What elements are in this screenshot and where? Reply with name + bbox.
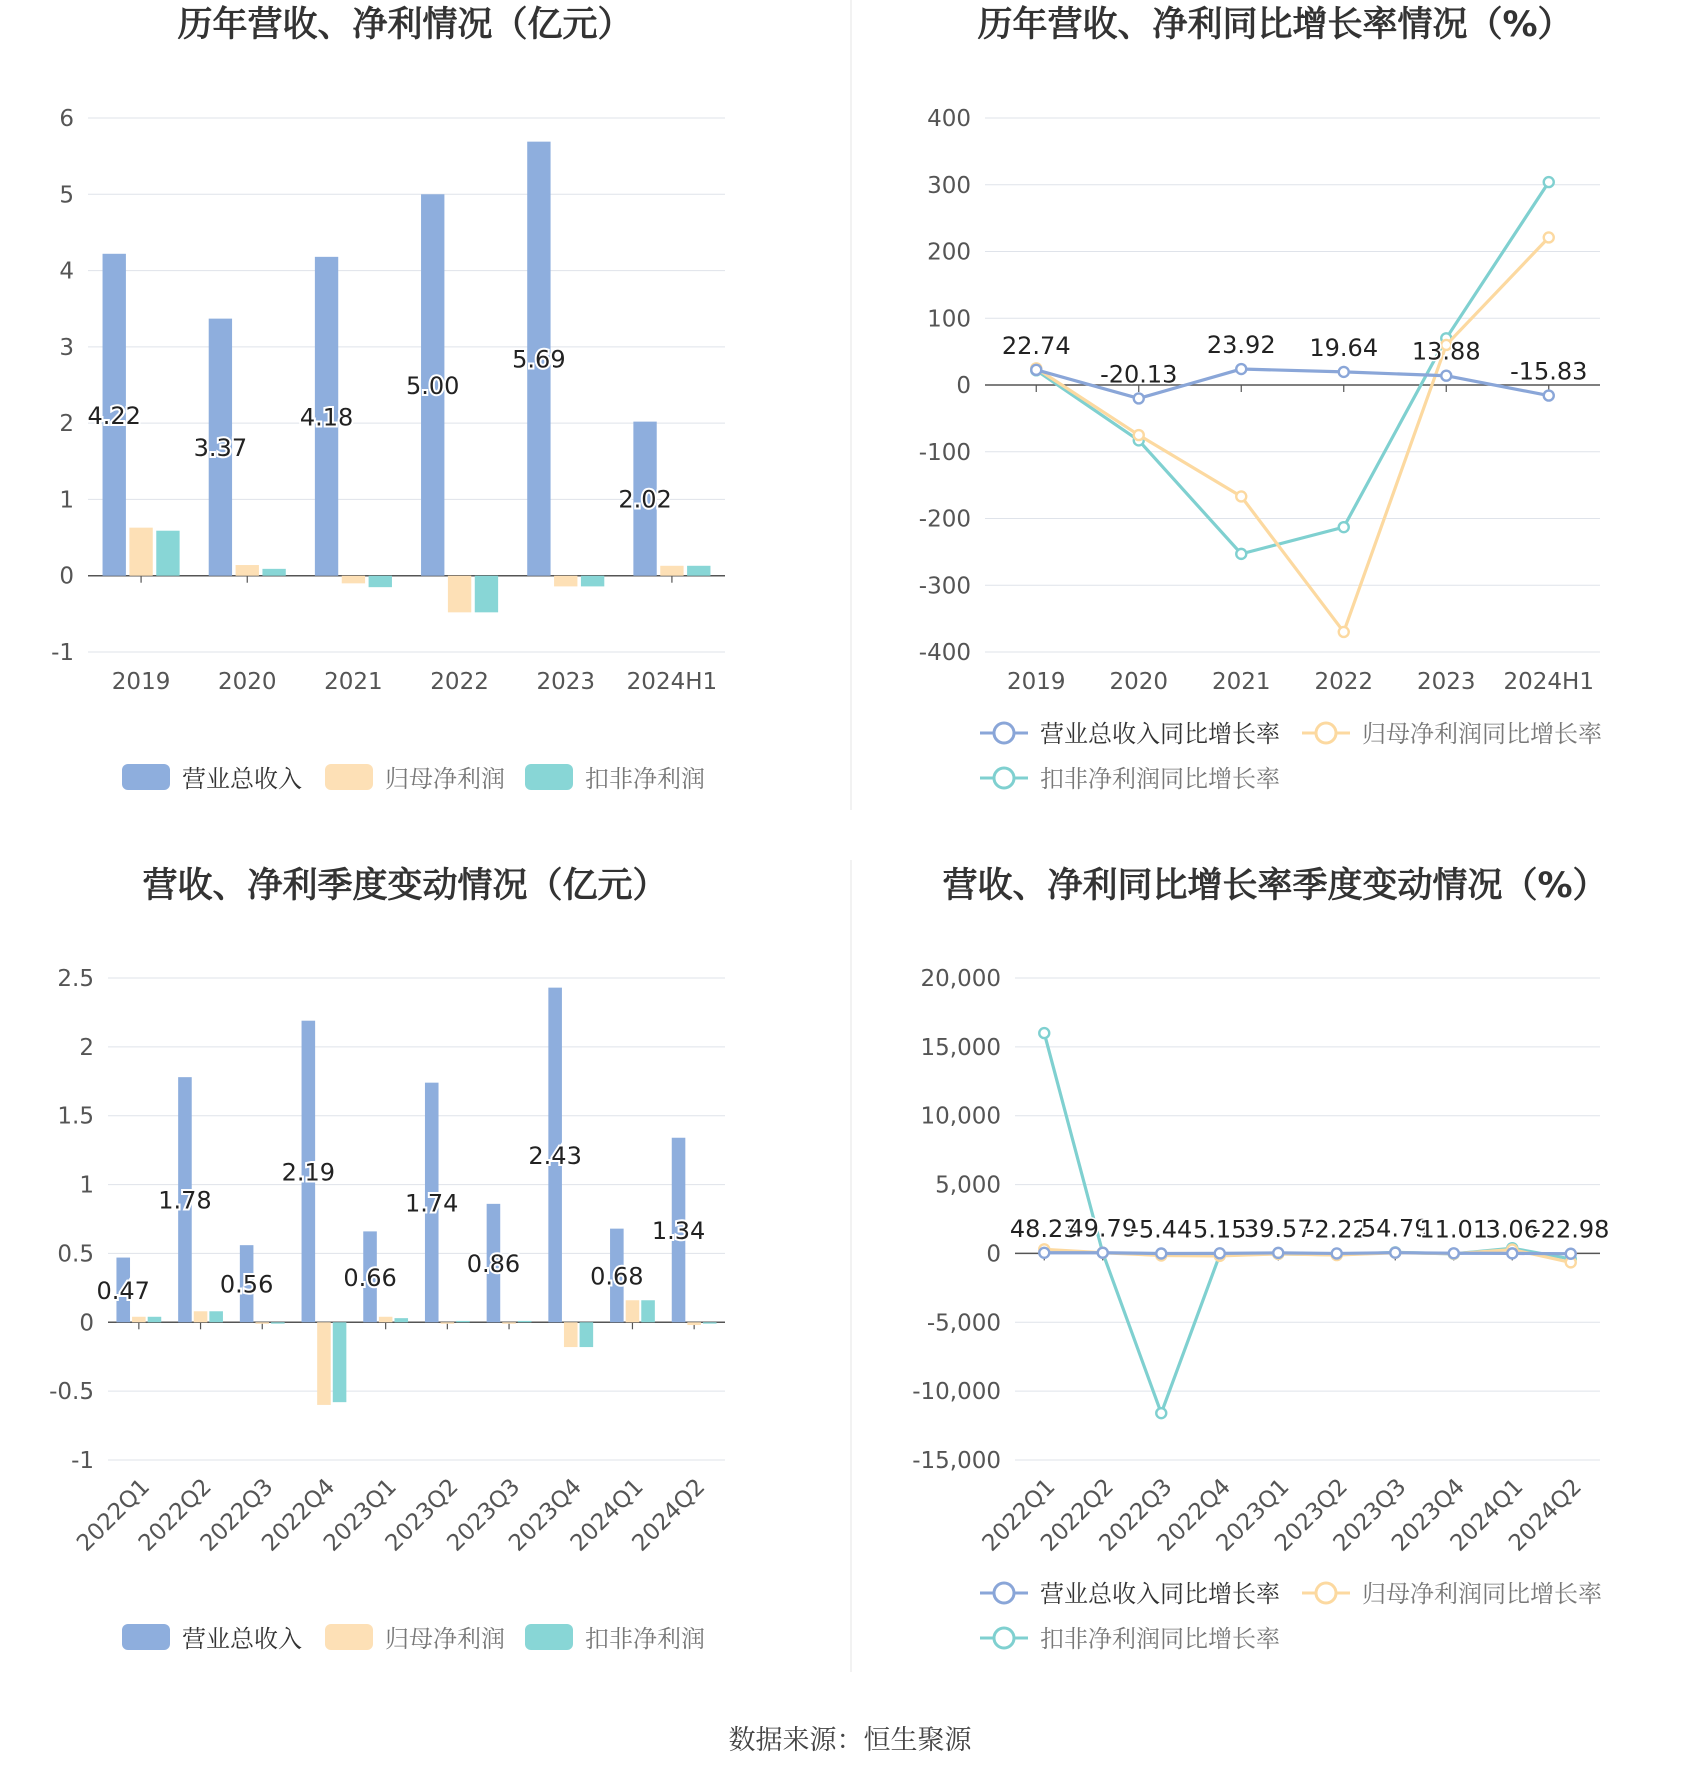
net-profit-growth-point [1236,491,1246,501]
revenue-growth-data-label: 11.01 [1419,1215,1489,1244]
bar-deducted-profit [687,566,710,576]
y-tick-label: 20,000 [920,966,1001,992]
revenue-data-label: 2.43 [528,1141,582,1170]
x-tick-label: 2022Q2 [1036,1473,1119,1557]
bar-deducted-profit [156,531,179,576]
revenue-data-label: 4.18 [299,403,354,432]
y-tick-label: 1 [59,487,74,514]
chart1-title: 历年营收、净利情况（亿元） [177,5,633,45]
bar-net-profit [342,576,365,584]
bar-deducted-profit [262,569,285,576]
y-tick-label: 3 [59,334,74,361]
legend-label: 归母净利润 [385,765,505,793]
chart3-title: 营收、净利季度变动情况（亿元） [142,866,668,906]
revenue-growth-data-label: 5.15 [1193,1215,1247,1244]
bar-net-profit [194,1311,208,1322]
net-profit-growth-point [1339,627,1349,637]
revenue-data-label: 1.74 [405,1189,459,1218]
legend-marker [994,768,1014,788]
y-tick-label: 0 [986,1241,1001,1268]
revenue-data-label: 1.78 [158,1186,212,1215]
revenue-growth-data-label: 19.64 [1309,333,1379,362]
revenue-data-label: 5.69 [512,345,566,374]
legend-label: 营业总收入 [182,765,302,793]
revenue-growth-line [1044,1253,1571,1254]
x-tick-label: 2021 [324,669,383,695]
bar-net-profit [379,1317,393,1323]
revenue-growth-data-label: 54.79 [1360,1214,1430,1243]
legend-label: 扣非净利润 [585,765,705,793]
y-tick-label: 5 [59,182,74,209]
revenue-growth-point [1236,364,1246,374]
revenue-data-label: 3.37 [193,434,248,463]
x-tick-label: 2023Q2 [1270,1473,1353,1557]
x-tick-label: 2023 [536,669,596,695]
x-tick-label: 2024H1 [626,669,718,695]
x-tick-label: 2022Q4 [257,1473,341,1557]
x-tick-label: 2020 [217,669,277,695]
revenue-growth-data-label: 23.92 [1206,331,1276,360]
bar-net-profit [502,1322,516,1324]
legend-swatch [122,764,170,790]
legend-label: 营业总收入 [182,1625,302,1653]
y-tick-label: 1 [79,1172,94,1199]
legend-marker [1316,1583,1336,1603]
y-tick-label: 1.5 [57,1103,94,1130]
y-tick-label: 300 [927,172,971,199]
y-tick-label: -1 [71,1448,94,1474]
bar-net-profit [236,565,259,576]
quarterly-growth-rate-line-chart [912,966,1609,1653]
x-tick-label: 2023Q3 [1328,1473,1412,1557]
revenue-data-label: 0.86 [466,1250,521,1279]
bar-net-profit [441,1322,455,1324]
x-tick-label: 2022 [1314,669,1374,695]
net-profit-growth-point [1544,232,1554,242]
revenue-data-label: 0.68 [590,1262,644,1291]
revenue-growth-point [1134,393,1144,403]
y-tick-label: 0 [79,1310,94,1337]
y-tick-label: 100 [927,306,971,333]
revenue-growth-data-label: 22.74 [1001,331,1071,360]
revenue-growth-point [1449,1248,1459,1258]
legend-label: 扣非净利润同比增长率 [1040,1625,1280,1653]
bar-deducted-profit [456,1321,470,1322]
bar-net-profit [448,576,471,613]
y-tick-label: 4 [59,258,74,285]
bar-deducted-profit [333,1322,347,1402]
bar-net-profit [660,566,683,576]
revenue-growth-point [1544,391,1554,401]
revenue-growth-point [1566,1249,1576,1259]
bar-net-profit [554,576,577,587]
bar-deducted-profit [209,1311,223,1322]
x-tick-label: 2023 [1416,669,1476,695]
deducted-profit-growth-point [1544,177,1554,187]
legend-marker [1316,723,1336,743]
y-tick-label: -10,000 [912,1379,1001,1406]
x-tick-label: 2023Q1 [318,1473,402,1557]
chart2-title: 历年营收、净利同比增长率情况（%） [977,5,1573,45]
revenue-data-label: 0.66 [343,1263,397,1292]
revenue-growth-data-label: 13.88 [1411,337,1481,366]
bar-net-profit [129,528,152,576]
y-tick-label: 0 [59,563,74,590]
bar-deducted-profit [369,576,392,587]
bar-deducted-profit [580,1322,594,1347]
deducted-profit-growth-point [1236,549,1246,559]
y-tick-label: -200 [918,506,971,533]
revenue-growth-point [1332,1248,1342,1258]
x-tick-label: 2020 [1109,669,1169,695]
bar-net-profit [687,1322,701,1325]
y-tick-label: -400 [918,640,971,666]
x-tick-label: 2022Q1 [72,1473,156,1557]
revenue-growth-data-label: 49.79 [1068,1214,1138,1243]
x-tick-label: 2022Q4 [1153,1473,1236,1557]
revenue-data-label: 2.19 [281,1158,336,1187]
revenue-growth-data-label: -15.83 [1510,357,1588,386]
y-tick-label: -5,000 [926,1310,1001,1337]
legend-swatch [122,1624,170,1650]
x-tick-label: 2023Q4 [1387,1473,1470,1557]
x-tick-label: 2024H1 [1503,669,1594,695]
legend-label: 营业总收入同比增长率 [1040,720,1280,748]
net-profit-growth-line [1044,1249,1571,1262]
y-tick-label: 2 [59,411,74,438]
revenue-growth-data-label: -5.44 [1130,1215,1193,1244]
y-tick-label: 2 [79,1034,94,1061]
legend-swatch [525,1624,573,1650]
revenue-growth-point [1339,367,1349,377]
revenue-growth-data-label: 39.57 [1243,1214,1313,1243]
revenue-growth-point [1215,1248,1225,1258]
y-tick-label: 0 [956,373,971,399]
revenue-growth-point [1098,1248,1108,1258]
revenue-data-label: 0.56 [219,1270,274,1299]
y-tick-label: -0.5 [49,1379,94,1406]
revenue-data-label: 0.47 [96,1276,150,1305]
x-tick-label: 2022Q2 [133,1473,217,1557]
bar-deducted-profit [475,576,498,613]
legend-label: 归母净利润同比增长率 [1362,1580,1602,1608]
chart4-title: 营收、净利同比增长率季度变动情况（%） [942,866,1608,906]
revenue-growth-point [1156,1249,1166,1259]
bar-deducted-profit [581,576,604,587]
x-tick-label: 2023Q4 [504,1473,587,1557]
x-tick-label: 2021 [1211,669,1271,695]
legend-label: 归母净利润 [385,1625,505,1653]
y-tick-label: -15,000 [912,1448,1001,1474]
x-tick-label: 2022Q1 [977,1473,1061,1557]
bar-net-profit [626,1300,640,1322]
revenue-data-label: 1.34 [651,1217,706,1246]
y-tick-label: 6 [59,106,74,132]
revenue-growth-data-label: -22.98 [1532,1215,1610,1244]
legend-swatch [525,764,573,790]
y-tick-label: 10,000 [920,1103,1001,1130]
legend-label: 扣非净利润同比增长率 [1040,765,1280,793]
x-tick-label: 2022 [430,669,489,695]
revenue-growth-data-label: 3.06 [1485,1215,1539,1244]
y-tick-label: 0.5 [57,1241,94,1268]
bar-deducted-profit [271,1322,285,1323]
legend-marker [994,723,1014,743]
legend-swatch [325,1624,373,1650]
bar-deducted-profit [518,1321,532,1322]
bar-deducted-profit [394,1318,408,1322]
revenue-data-label: 2.02 [618,485,672,514]
legend-marker [994,1628,1014,1648]
x-tick-label: 2024Q2 [1504,1473,1587,1557]
y-tick-label: 15,000 [920,1034,1001,1061]
y-tick-label: 200 [927,239,971,266]
data-source-note: 数据来源：恒生聚源 [728,1725,972,1756]
bar-deducted-profit [641,1300,655,1322]
revenue-growth-point [1031,365,1041,375]
x-tick-label: 2022Q3 [195,1473,279,1557]
deducted-profit-growth-point [1156,1408,1166,1418]
y-tick-label: 2.5 [57,966,94,992]
y-tick-label: 5,000 [935,1172,1001,1199]
annual-growth-rate-line-chart [919,106,1602,793]
bar-deducted-profit [703,1322,717,1323]
x-tick-label: 2024Q1 [565,1473,649,1557]
legend-label: 营业总收入同比增长率 [1040,1580,1280,1608]
legend-marker [994,1583,1014,1603]
y-tick-label: -300 [918,573,971,600]
revenue-data-label: 5.00 [406,372,460,400]
legend-label: 归母净利润同比增长率 [1362,720,1602,748]
bar-net-profit [564,1322,578,1347]
revenue-growth-data-label: -20.13 [1100,360,1178,389]
bar-deducted-profit [148,1317,162,1323]
revenue-growth-data-label: 48.23 [1009,1214,1079,1243]
x-tick-label: 2023Q2 [380,1473,464,1557]
revenue-data-label: 4.22 [87,401,141,430]
x-tick-label: 2024Q2 [627,1473,711,1557]
deducted-profit-growth-point [1339,522,1349,532]
y-tick-label: -100 [918,439,971,466]
legend-swatch [325,764,373,790]
x-tick-label: 2022Q3 [1094,1473,1178,1557]
bar-net-profit [132,1317,146,1323]
revenue-growth-data-label: -2.22 [1305,1215,1368,1244]
y-tick-label: -1 [51,640,74,666]
revenue-growth-point [1273,1248,1283,1258]
legend-label: 扣非净利润 [585,1625,705,1653]
x-tick-label: 2019 [111,669,171,695]
x-tick-label: 2019 [1006,669,1066,695]
annual-revenue-profit-bar-chart [51,106,725,793]
x-tick-label: 2024Q1 [1445,1473,1529,1557]
bar-net-profit [255,1322,269,1324]
bar-net-profit [317,1322,331,1405]
revenue-growth-point [1507,1248,1517,1258]
revenue-growth-point [1390,1248,1400,1258]
net-profit-growth-point [1134,430,1144,440]
quarterly-revenue-profit-bar-chart [49,966,725,1653]
y-tick-label: 400 [927,106,971,132]
deducted-profit-growth-point [1039,1028,1049,1038]
x-tick-label: 2023Q3 [442,1473,526,1557]
revenue-growth-point [1039,1248,1049,1258]
x-tick-label: 2023Q1 [1211,1473,1295,1557]
revenue-growth-point [1441,371,1451,381]
